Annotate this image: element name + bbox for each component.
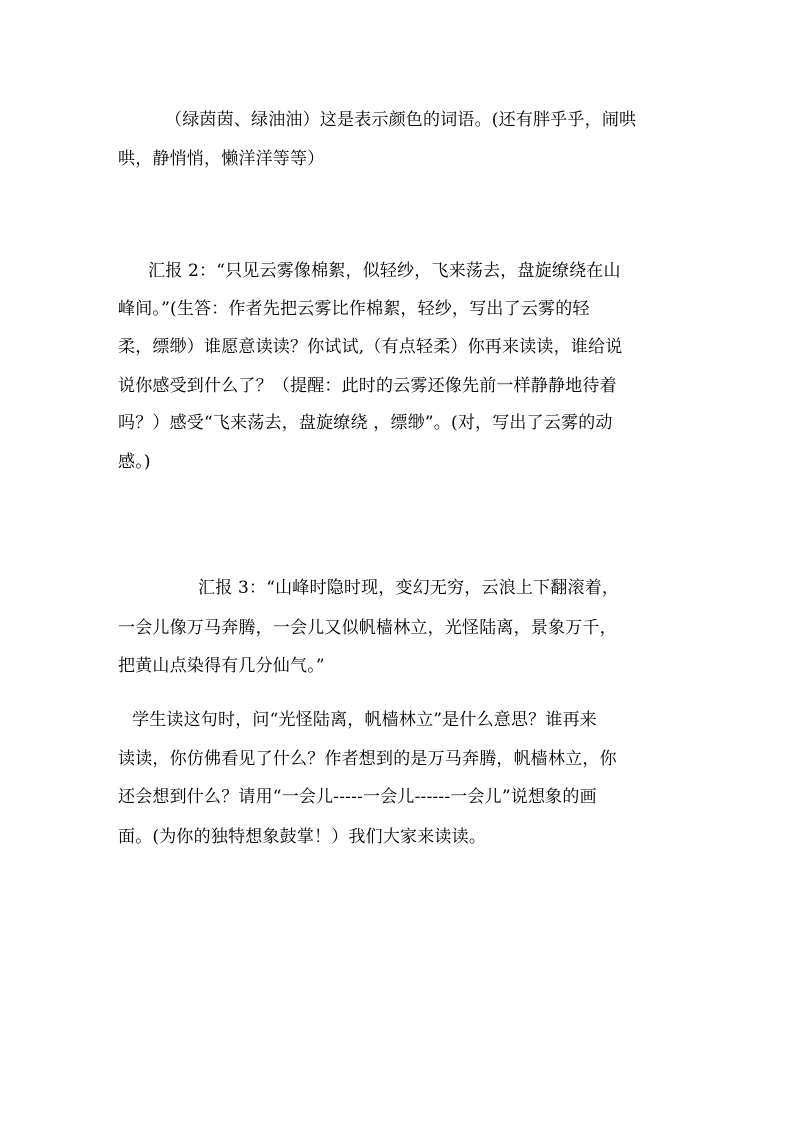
text-line: 一会儿像万马奔腾，一会儿又似帆樯林立，光怪陆离，景象万千， xyxy=(118,618,617,638)
text-line: 面。(为你的独特想象鼓掌！）我们大家来读读。 xyxy=(118,827,487,847)
text-line: 柔，缥缈）谁愿意读读？你试试,（有点轻柔）你再来读读，谁给说 xyxy=(118,337,623,357)
text-line: 学生读这句时，问“光怪陆离，帆樯林立”是什么意思？谁再来 xyxy=(132,710,597,730)
text-line: （绿茵茵、绿油油）这是表示颜色的词语。(还有胖乎乎，闹哄 xyxy=(165,110,637,130)
text-line: 还会想到什么？请用“一会儿-----一会儿------一会儿”说想象的画 xyxy=(118,787,597,807)
text-line: 说你感受到什么了？（提醒：此时的云雾还像先前一样静静地待着 xyxy=(118,376,617,396)
text-line: 吗？）感受“飞来荡去，盘旋缭绕 ，缥缈”。(对，写出了云雾的动 xyxy=(118,413,613,433)
text-line: 汇报 3：“山峰时隐时现，变幻无穷，云浪上下翻滚着， xyxy=(198,578,620,598)
text-line: 把黄山点染得有几分仙气。” xyxy=(118,656,325,676)
text-line: 哄，静悄悄，懒洋洋等等） xyxy=(118,149,325,169)
text-line: 感。) xyxy=(118,452,151,472)
text-line: 汇报 2：“只见云雾像棉絮，似轻纱，飞来荡去，盘旋缭绕在山 xyxy=(148,261,621,281)
text-line: 峰间。”(生答：作者先把云雾比作棉絮，轻纱，写出了云雾的轻 xyxy=(118,299,590,319)
text-line: 读读，你仿佛看见了什么？作者想到的是万马奔腾，帆樯林立，你 xyxy=(118,749,617,769)
